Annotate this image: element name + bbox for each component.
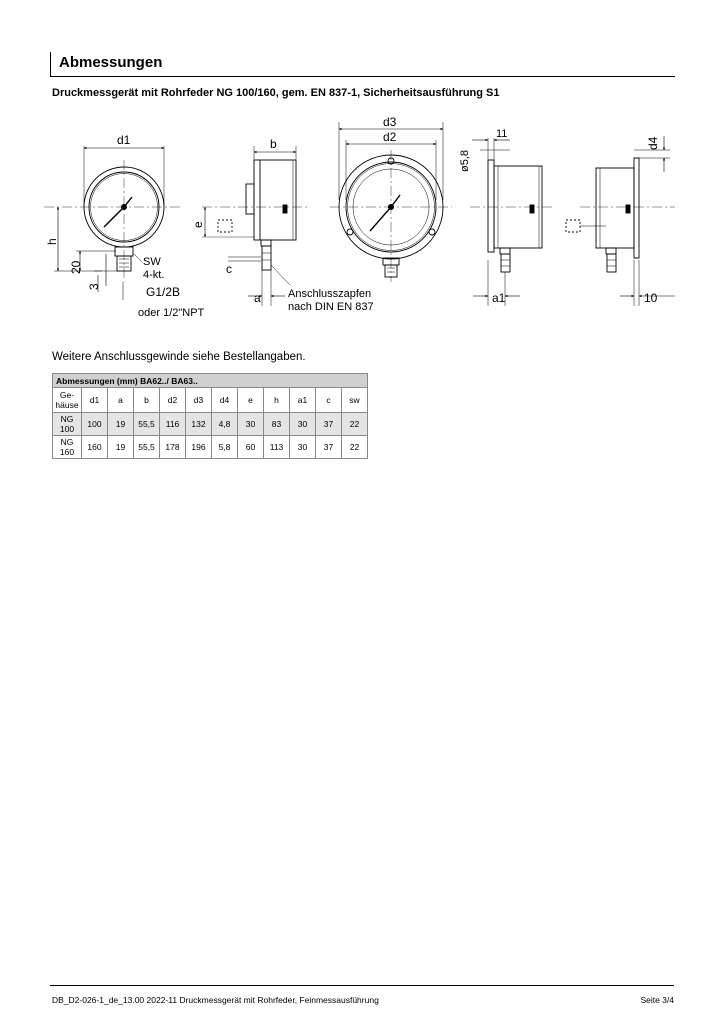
table-cell: 30 (238, 413, 264, 436)
header-cell: d3 (186, 388, 212, 413)
label-3: 3 (87, 283, 101, 290)
table-cell: 19 (108, 436, 134, 459)
table-caption: Abmessungen (mm) BA62../ BA63.. (53, 374, 368, 388)
table-cell: 55,5 (134, 436, 160, 459)
table-cell: 83 (264, 413, 290, 436)
section-title: Abmessungen (59, 54, 163, 71)
dimensions-table (52, 373, 368, 459)
table-cell: 55,5 (134, 413, 160, 436)
header-cell: b (134, 388, 160, 413)
header-cell: e (238, 388, 264, 413)
table-cell: 37 (316, 436, 342, 459)
label-20: 20 (69, 260, 83, 274)
table-row (53, 436, 368, 459)
label-h: h (45, 238, 59, 245)
footer-document-id: DB_D2-026-1_de_13.00 2022-11 Druckmessgerät mit Rohrfeder, Feinmessausführung (52, 995, 379, 1005)
label-sw: SW (143, 256, 161, 268)
label-thread: G1/2B (146, 285, 181, 299)
header-cell: d1 (82, 388, 108, 413)
table-cell: 116 (160, 413, 186, 436)
label-10: 10 (644, 291, 658, 305)
header-cell: a1 (290, 388, 316, 413)
footer-divider (50, 985, 674, 986)
side-view-ng160 (470, 138, 552, 306)
table-cell: 100 (82, 413, 108, 436)
header-cell: a (108, 388, 134, 413)
thread-note: Weitere Anschlussgewinde siehe Bestellangaben. (52, 351, 306, 363)
table-cell: 160 (82, 436, 108, 459)
header-cell: d4 (212, 388, 238, 413)
label-din-en-837: nach DIN EN 837 (288, 301, 374, 313)
label-e: e (191, 221, 205, 228)
footer-page-number: Seite 3/4 (640, 995, 674, 1005)
side-view-front-flange (566, 136, 675, 306)
side-view-ng100 (202, 146, 310, 306)
table-cell: 37 (316, 413, 342, 436)
label-d2: d2 (383, 130, 397, 144)
table-cell: 22 (342, 413, 368, 436)
table-cell: 22 (342, 436, 368, 459)
header-cell: sw (342, 388, 368, 413)
section-heading (50, 52, 675, 77)
header-cell: d2 (160, 388, 186, 413)
table-row (53, 413, 368, 436)
label-anschlusszapfen: Anschlusszapfen (288, 288, 372, 300)
label-alt-thread: oder 1/2"NPT (138, 307, 205, 319)
row-label: NG 100 (53, 413, 82, 436)
label-4kt: 4-kt. (143, 269, 165, 281)
label-a: a (254, 291, 261, 305)
table-header-row (53, 388, 368, 413)
header-gehaeuse: Ge- häuse (53, 388, 82, 413)
drawing-subtitle: Druckmessgerät mit Rohrfeder NG 100/160, gem. EN 837-1, Sicherheitsausführung S1 (52, 87, 500, 99)
table-cell: 178 (160, 436, 186, 459)
header-cell: c (316, 388, 342, 413)
label-a1: a1 (492, 291, 506, 305)
table-cell: 113 (264, 436, 290, 459)
technical-drawing (40, 110, 680, 325)
label-c: c (226, 262, 232, 276)
header-cell: h (264, 388, 290, 413)
table-cell: 60 (238, 436, 264, 459)
label-d3: d3 (383, 115, 397, 129)
table-cell: 196 (186, 436, 212, 459)
table-cell: 5,8 (212, 436, 238, 459)
label-b: b (270, 137, 277, 151)
label-phi58: ø5,8 (459, 149, 471, 172)
label-d1: d1 (117, 133, 131, 147)
table-cell: 4,8 (212, 413, 238, 436)
label-d4: d4 (646, 136, 660, 150)
table-cell: 132 (186, 413, 212, 436)
front-view-ng160 (330, 122, 452, 282)
table-cell: 30 (290, 413, 316, 436)
table-cell: 19 (108, 413, 134, 436)
label-11: 11 (496, 128, 508, 140)
row-label: NG 160 (53, 436, 82, 459)
table-cell: 30 (290, 436, 316, 459)
